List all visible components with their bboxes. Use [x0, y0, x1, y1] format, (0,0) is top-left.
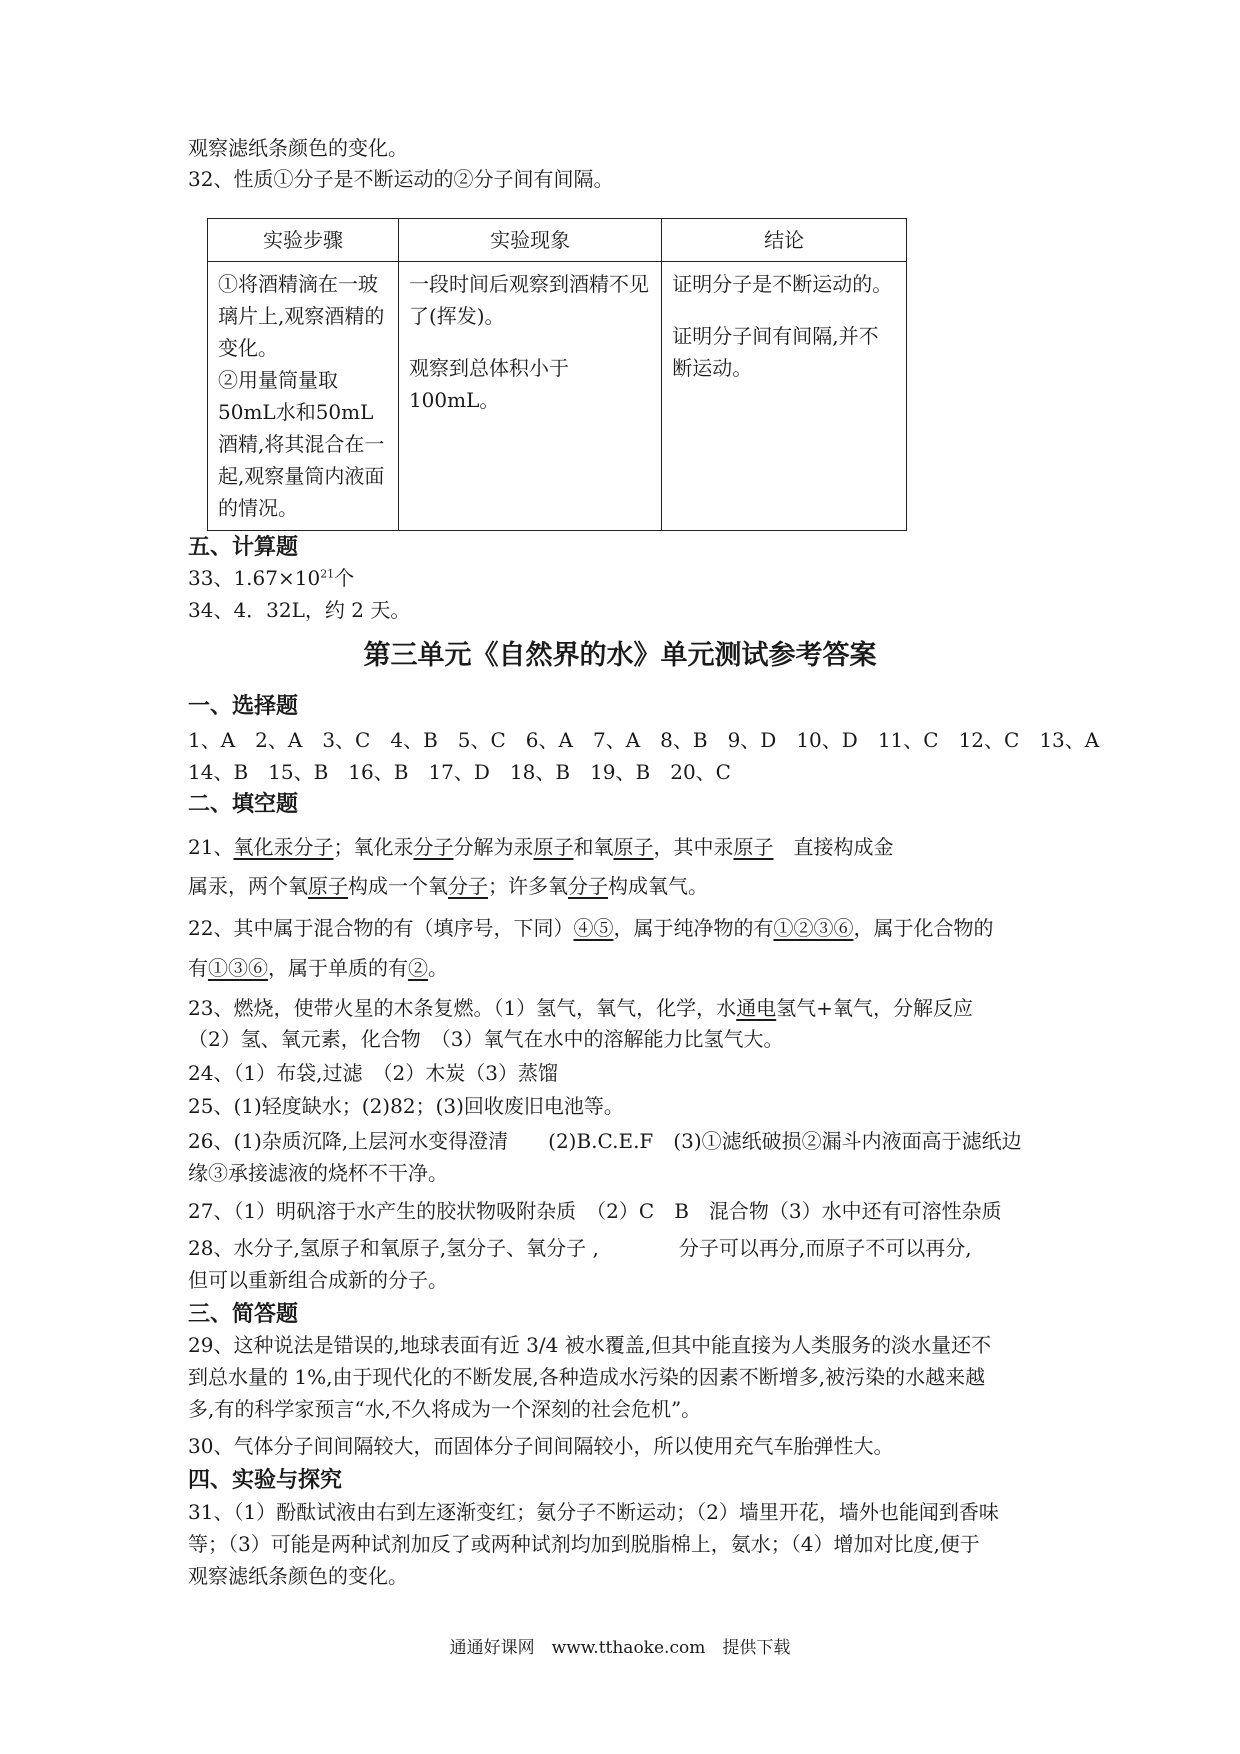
phenomena-cell	[398, 262, 661, 531]
answer-22-line-2: 有①③⑥，属于单质的有②。	[188, 956, 448, 980]
answer-26-line-1: 26、(1)杂质沉降,上层河水变得澄清 (2)B.C.E.F (3)①滤纸破损②漏斗内液面高于滤纸边	[188, 1129, 1022, 1153]
table-row	[208, 262, 907, 531]
answer-21-line-2: 属汞，两个氧原子构成一个氧分子；许多氧分子构成氧气。	[188, 874, 708, 898]
section-5-heading: 五、计算题	[188, 535, 299, 560]
answer-24: 24、（1）布袋,过滤 （2）木炭（3）蒸馏	[188, 1061, 558, 1085]
phenomenon-1: 一段时间后观察到酒精不见了(挥发)。	[408, 272, 649, 328]
answer-29-line-1: 29、这种说法是错误的,地球表面有近 3/4 被水覆盖,但其中能直接为人类服务的淡水量还不	[188, 1333, 992, 1357]
exponent: 21	[320, 567, 335, 581]
conclusion-2: 证明分子间有间隔,并不断运动。	[672, 324, 879, 380]
answer-21-line-1: 21、氧化汞分子；氧化汞分子分解为汞原子和氧原子，其中汞原子 直接构成金	[188, 835, 894, 859]
answer-25: 25、(1)轻度缺水；(2)82；(3)回收废旧电池等。	[188, 1094, 624, 1118]
answer-26-line-2: 缘③承接滤液的烧杯不干净。	[188, 1161, 448, 1185]
answer-34: 34、4．32L，约 2 天。	[188, 598, 411, 622]
answer-22-line-1: 22、其中属于混合物的有（填序号，下同）④⑤，属于纯净物的有①②③⑥，属于化合物的	[188, 916, 994, 940]
answer-28-line-1: 28、水分子,氢原子和氧原子,氢分子、氧分子 , 分子可以再分,而原子不可以再分,	[188, 1236, 972, 1260]
answer-29-line-2: 到总水量的 1%,由于现代化的不断发展,各种造成水污染的因素不断增多,被污染的水越来越	[188, 1365, 986, 1389]
step-1: ①将酒精滴在一玻璃片上,观察酒精的变化。	[218, 272, 385, 360]
header-phenomena: 实验现象	[398, 219, 661, 262]
section-2-heading: 二、填空题	[188, 792, 299, 817]
answer-29-line-3: 多,有的科学家预言“水,不久将成为一个深刻的社会危机”。	[188, 1397, 702, 1421]
header-conclusion: 结论	[662, 219, 907, 262]
answer-31-line-1: 31、（1）酚酞试液由右到左逐渐变红；氨分子不断运动；（2）墙里开花，墙外也能闻到香味	[188, 1500, 999, 1524]
answer-27: 27、（1）明矾溶于水产生的胶状物吸附杂质 （2）C B 混合物（3）水中还有可溶性杂质	[188, 1199, 1002, 1223]
table-header-row	[208, 219, 907, 262]
carryover-line: 观察滤纸条颜色的变化。	[188, 136, 408, 160]
conclusion-1: 证明分子是不断运动的。	[672, 272, 893, 296]
steps-cell	[208, 262, 399, 531]
choice-answers-row-2: 14、B 15、B 16、B 17、D 18、B 19、B 20、C	[188, 760, 731, 784]
page-title: 第三单元《自然界的水》单元测试参考答案	[363, 640, 877, 671]
answer-30: 30、气体分子间间隔较大，而固体分子间间隔较小，所以使用充气车胎弹性大。	[188, 1434, 894, 1458]
conclusion-cell	[662, 262, 907, 531]
answer-32: 32、性质①分子是不断运动的②分子间有间隔。	[188, 167, 614, 191]
section-4-heading: 四、实验与探究	[188, 1468, 343, 1493]
header-steps: 实验步骤	[208, 219, 399, 262]
section-1-heading: 一、选择题	[188, 694, 299, 719]
step-2: ②用量筒量取50mL水和50mL酒精,将其混合在一起,观察量筒内液面的情况。	[218, 368, 385, 520]
choice-answers-row-1: 1、A 2、A 3、C 4、B 5、C 6、A 7、A 8、B 9、D 10、D 11、C 12、C 13、A	[188, 728, 1100, 752]
answer-28-line-2: 但可以重新组合成新的分子。	[188, 1268, 448, 1292]
experiment-table	[207, 218, 907, 531]
section-3-heading: 三、简答题	[188, 1302, 299, 1327]
answer-23-line-1: 23、燃烧，使带火星的木条复燃。（1）氢气，氧气，化学，水通电氢气+氧气，分解反应	[188, 996, 973, 1020]
answer-33: 33、$1.67\times 10^{21}$个	[188, 566, 355, 590]
answer-31-line-2: 等；（3）可能是两种试剂加反了或两种试剂均加到脱脂棉上，氨水；（4）增加对比度,便于	[188, 1532, 980, 1556]
answer-31-line-3: 观察滤纸条颜色的变化。	[188, 1564, 408, 1588]
page-footer: 通通好课网 www.tthaoke.com 提供下载	[449, 1638, 791, 1658]
phenomenon-2: 观察到总体积小于100mL。	[408, 356, 569, 412]
answer-23-line-2: （2）氢、氧元素，化合物 （3）氧气在水中的溶解能力比氢气大。	[188, 1027, 784, 1051]
